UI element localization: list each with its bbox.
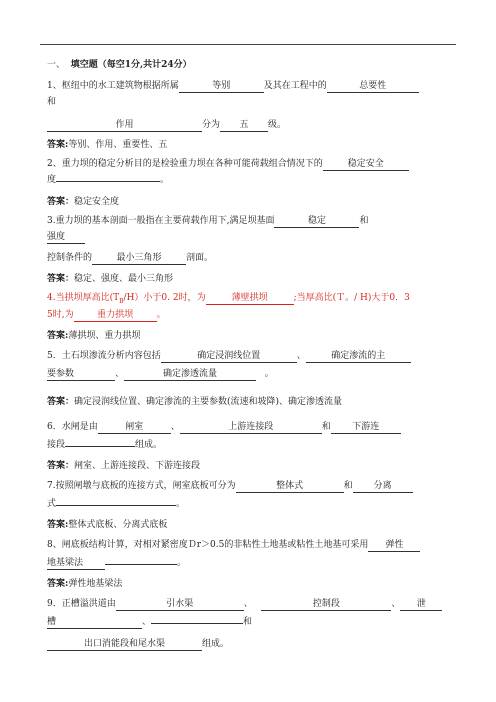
blank-7-3 (56, 505, 176, 506)
blank-1-1: 等别 (179, 81, 264, 93)
question-6-line-2: 接段 组成。 (47, 440, 163, 450)
answer-5: 答案：确定浸润线位置、确定渗流的主要参数(流速和坡降)、确定渗透流量 (47, 397, 343, 407)
question-1-line-1: 1、枢纽中的水工建筑物根据所属 等别 及其在工程中的 总要性 (47, 80, 419, 93)
blank-5-2: 确定渗流的主 (306, 351, 411, 363)
question-1-line-2: 和 (47, 97, 57, 107)
blank-1-4: 五 (220, 120, 268, 132)
blank-3-3: 最小三角形 (92, 253, 186, 265)
blank-9-1: 引水渠 (116, 599, 244, 611)
question-9-line-3: 出口消能段和尾水渠 组成。 (47, 638, 229, 651)
question-9-line-2: 槽 、 和 (47, 617, 253, 627)
blank-3-2: 强度 (47, 232, 85, 244)
blank-2-2 (56, 181, 160, 182)
blank-9-2: 控制段 (261, 599, 391, 611)
question-8-line-2: 地基梁法 。 (47, 558, 187, 568)
blank-5-3: 确定渗透流量 (124, 369, 256, 381)
blank-6-1: 闸室 (98, 422, 171, 434)
blank-1-3: 作用 (47, 120, 202, 132)
blank-4-2: 重力拱坝 (74, 310, 157, 322)
blank-9-3: 泄 (400, 599, 442, 611)
blank-7-2: 分离 (353, 481, 413, 493)
answer-1: 答案:等别、作用、重要性、五 (47, 140, 168, 150)
question-2-line-2: 度 。 (47, 175, 170, 185)
question-3-line-1: 3.重力坝的基本剖面一般指在主要荷载作用下,满足坝基面 稳定 和 (47, 216, 369, 226)
question-3-line-2 (47, 231, 85, 244)
question-7-line-1: 7.按照闸墩与底板的连接方式，闸室底板可分为 整体式 和 分离 (47, 480, 413, 493)
answer-3: 答案：稳定、强度、最小三角形 (47, 274, 174, 284)
question-1-line-3: 作用 分为 五 级。 (47, 119, 286, 132)
blank-6-3: 下游连 (331, 422, 401, 434)
question-5-line-1: 5．土石坝渗流分析内容包括 确定浸润线位置 、 确定渗流的主 (47, 350, 411, 363)
answer-4: 答案:薄拱坝、重力拱坝 (47, 331, 141, 341)
blank-1-2: 总要性 (327, 81, 419, 93)
answer-6: 答案：闸室、上游连接段、下游连接段 (47, 461, 201, 471)
blank-6-2: 上游连接段 (180, 422, 322, 434)
blank-8-2 (105, 564, 177, 565)
blank-6-4 (65, 446, 135, 447)
question-2-line-1: 2、重力坝的稳定分析目的是检验重力坝在各种可能荷载组合情况下的 稳定安全 (47, 158, 409, 171)
answer-8: 答案:弹性地基梁法 (47, 579, 123, 589)
question-3-line-3: 控制条件的 最小三角形 剖面。 (47, 253, 214, 263)
question-5-line-2: 要参数 、 确定渗透流量 。 (47, 369, 274, 379)
section-number: 一、 (47, 60, 66, 70)
section-heading (47, 59, 192, 71)
question-4-line-2: 5时,为 重力拱坝 。 (47, 310, 166, 320)
question-9-line-1: 9．正槽溢洪道由 引水渠 、 控制段 、 泄 (47, 598, 442, 611)
blank-7-1: 整体式 (236, 481, 344, 493)
blank-2-1: 稳定安全 (323, 159, 409, 171)
question-6-line-1: 6．水闸是由 闸室 、 上游连接段 和 下游连 (47, 421, 401, 434)
question-8-line-1: 8、闸底板结构计算，对相对紧密度Ｄr＞0.5的非粘性土地基或粘性土地基可采用 弹性 (47, 539, 420, 552)
blank-9-5: 出口消能段和尾水渠 (47, 639, 202, 651)
blank-8-1: 弹性 (368, 540, 420, 552)
question-4-line-1: 4.当拱坝厚高比$(T_B/H)$小于0. 2时，为 薄壁拱坝 ;当厚高比(Ｔ。/ H)大于0．3 (47, 293, 410, 305)
answer-2: 答案：稳定安全度 (47, 197, 120, 207)
blank-5-1: 确定浸润线位置 (161, 351, 297, 363)
header-rule (40, 44, 456, 45)
blank-4-1: 薄壁拱坝 (206, 293, 294, 305)
question-7-line-2: 式 。 (47, 499, 186, 509)
answer-7: 答案:整体式底板、分离式底板 (47, 520, 168, 530)
section-title: 填空题（每空1分,共计24分） (70, 60, 192, 70)
blank-3-1: 稳定 (274, 216, 359, 228)
blank-9-4 (151, 623, 243, 624)
